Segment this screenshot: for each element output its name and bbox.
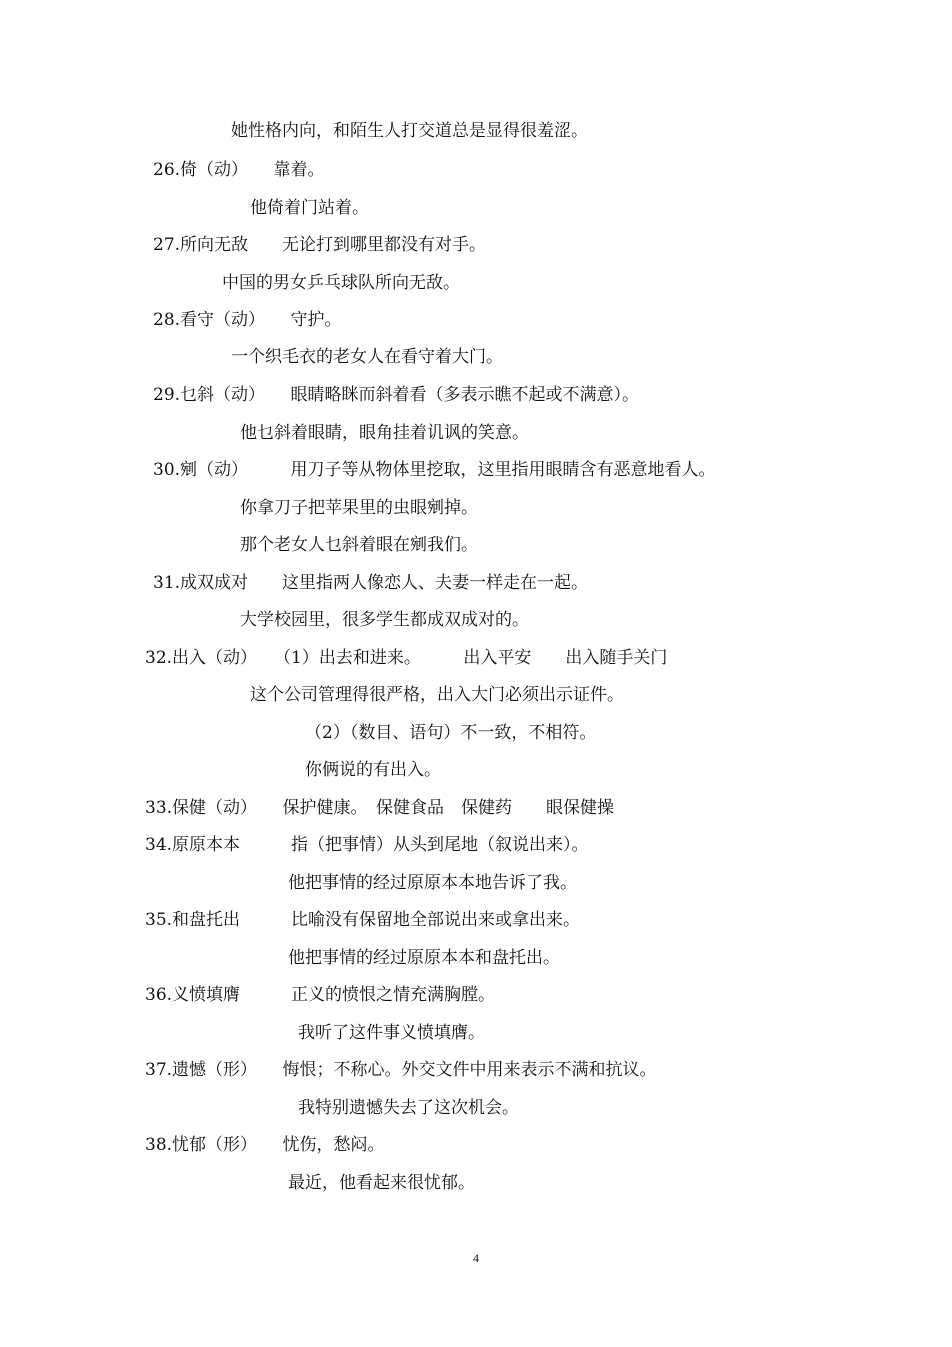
example-sentence: 那个老女人乜斜着眼在剜我们。 (240, 535, 478, 555)
example-sentence: 她性格内向，和陌生人打交道总是显得很羞涩。 (231, 121, 588, 141)
example-sentence: 一个织毛衣的老女人在看守着大门。 (231, 347, 503, 367)
vocab-entry-36: 36.义愤填膺 正义的愤恨之情充满胸膛。 (145, 985, 496, 1005)
example-sentence: 我特别遗憾失去了这次机会。 (298, 1098, 519, 1118)
example-sentence: 他乜斜着眼睛，眼角挂着讥讽的笑意。 (240, 423, 529, 443)
vocab-entry-38: 38.忧郁（形） 忧伤，愁闷。 (145, 1135, 385, 1155)
example-sentence: 他把事情的经过原原本本和盘托出。 (288, 948, 560, 968)
vocab-entry-30: 30.剜（动） 用刀子等从物体里挖取，这里指用眼睛含有恶意地看人。 (153, 460, 716, 480)
vocab-entry-32: 32.出入（动） （1）出去和进来。 出入平安 出入随手关门 (145, 648, 668, 668)
vocab-entry-35: 35.和盘托出 比喻没有保留地全部说出来或拿出来。 (145, 910, 581, 930)
example-sentence: 你俩说的有出入。 (305, 760, 441, 780)
vocab-entry-33: 33.保健（动） 保护健康。 保健食品 保健药 眼保健操 (145, 798, 615, 818)
vocab-entry-28: 28.看守（动） 守护。 (153, 310, 342, 330)
vocab-entry-31: 31.成双成对 这里指两人像恋人、夫妻一样走在一起。 (153, 573, 589, 593)
example-sentence: 这个公司管理得很严格，出入大门必须出示证件。 (250, 685, 624, 705)
vocab-entry-26: 26.倚（动） 靠着。 (153, 160, 325, 180)
example-sentence: 你拿刀子把苹果里的虫眼剜掉。 (240, 498, 478, 518)
vocab-entry-29: 29.乜斜（动） 眼睛略眯而斜着看（多表示瞧不起或不满意）。 (153, 385, 640, 405)
example-sentence: 他倚着门站着。 (250, 198, 369, 218)
example-sentence: 他把事情的经过原原本本地告诉了我。 (288, 873, 577, 893)
vocab-entry-27: 27.所向无敌 无论打到哪里都没有对手。 (153, 235, 487, 255)
vocab-entry-37: 37.遗憾（形） 悔恨；不称心。外交文件中用来表示不满和抗议。 (145, 1060, 657, 1080)
example-sentence: 我听了这件事义愤填膺。 (298, 1023, 485, 1043)
vocab-entry-34: 34.原原本本 指（把事情）从头到尾地（叙说出来）。 (145, 835, 589, 855)
example-sentence: 中国的男女乒乓球队所向无敌。 (222, 273, 460, 293)
vocab-sense-2: （2）（数目、语句）不一致，不相符。 (305, 723, 597, 743)
page-number: 4 (473, 1251, 479, 1265)
example-sentence: 大学校园里，很多学生都成双成对的。 (240, 610, 529, 630)
example-sentence: 最近，他看起来很忧郁。 (288, 1173, 475, 1193)
